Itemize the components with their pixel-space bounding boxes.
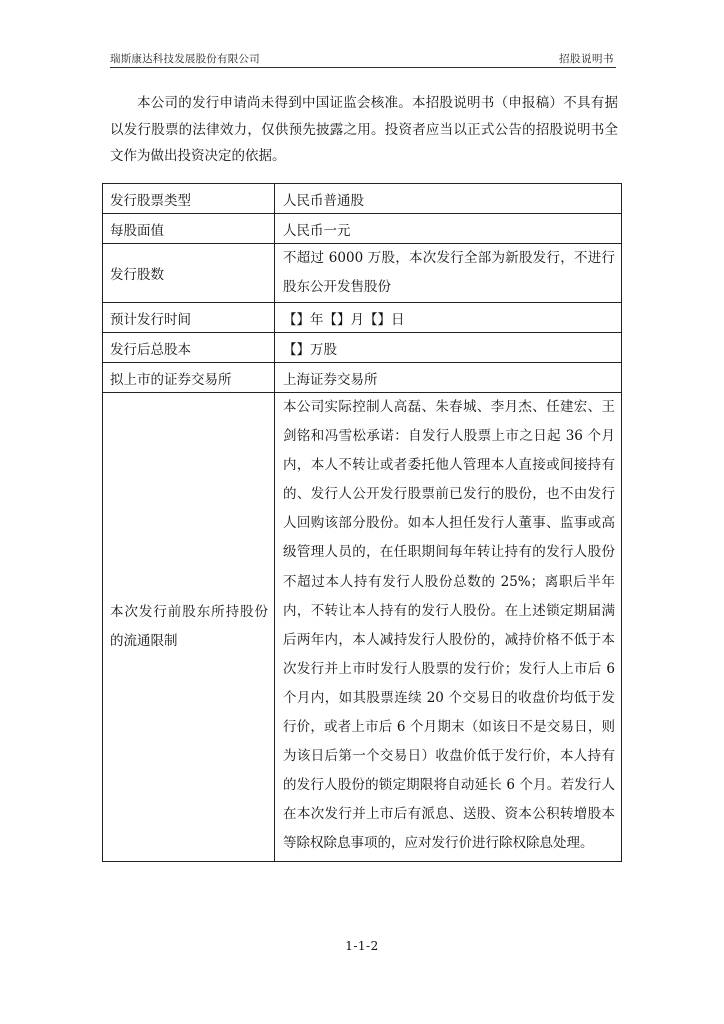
table-row xyxy=(103,363,622,393)
table-row xyxy=(103,184,622,214)
row-label-share-count: 发行股数 xyxy=(103,244,275,303)
table-row xyxy=(103,303,622,333)
company-name: 瑞斯康达科技发展股份有限公司 xyxy=(110,53,260,65)
row-value-total-shares: 【】万股 xyxy=(275,333,622,363)
disclaimer-notice: 本公司的发行申请尚未得到中国证监会核准。本招股说明书（申报稿）不具有据以发行股票的法律效力，仅供预先披露之用。投资者应当以正式公告的招股说明书全文作为做出投资决定的依据。 xyxy=(110,95,618,164)
offering-info-table xyxy=(102,183,622,862)
row-label-issue-date: 预计发行时间 xyxy=(103,303,275,333)
table-row xyxy=(103,393,622,862)
row-value-par-value: 人民币一元 xyxy=(275,214,622,244)
row-label-exchange: 拟上市的证券交易所 xyxy=(103,363,275,393)
table-row xyxy=(103,214,622,244)
page-header xyxy=(110,51,616,68)
row-value-issue-date: 【】年【】月【】日 xyxy=(275,303,622,333)
row-label-lockup: 本次发行前股东所持股份的流通限制 xyxy=(103,393,275,862)
table-row xyxy=(103,244,622,303)
row-label-total-shares: 发行后总股本 xyxy=(103,333,275,363)
document-type: 招股说明书 xyxy=(559,53,614,65)
row-value-exchange: 上海证券交易所 xyxy=(275,363,622,393)
page-number: 1-1-2 xyxy=(345,939,379,953)
row-label-stock-type: 发行股票类型 xyxy=(103,184,275,214)
row-value-share-count: 不超过 6000 万股，本次发行全部为新股发行，不进行股东公开发售股份 xyxy=(275,244,622,303)
row-value-stock-type: 人民币普通股 xyxy=(275,184,622,214)
row-label-par-value: 每股面值 xyxy=(103,214,275,244)
table-row xyxy=(103,333,622,363)
row-value-lockup: 本公司实际控制人高磊、朱春城、李月杰、任建宏、王剑铭和冯雪松承诺：自发行人股票上市之日起 36 个月内，本人不转让或者委托他人管理本人直接或间接持有的、发行人公开发行股票前已发行的股份，也不由发行人回购该部分股份。如本人担任发行人董事、监事或高级管理人员的，在任职期间每年转让持有的发行人股份不超过本人持有发行人股份总数的 25%；离职后半年内，不转让本人持有的发行人股份。在上述锁定期届满后两年内，本人减持发行人股份的，减持价格不低于本次发行并上市时发行人股票的发行价；发行人上市后 6 个月内，如其股票连续 20 个交易日的收盘价均低于发行价，或者上市后 6 个月期末（如该日不是交易日，则为该日后第一个交易日）收盘价低于发行价，本人持有的发行人股份的锁定期限将自动延长 6 个月。若发行人在本次发行并上市后有派息、送股、资本公积转增股本等除权除息事项的，应对发行价进行除权除息处理。 xyxy=(275,393,622,862)
